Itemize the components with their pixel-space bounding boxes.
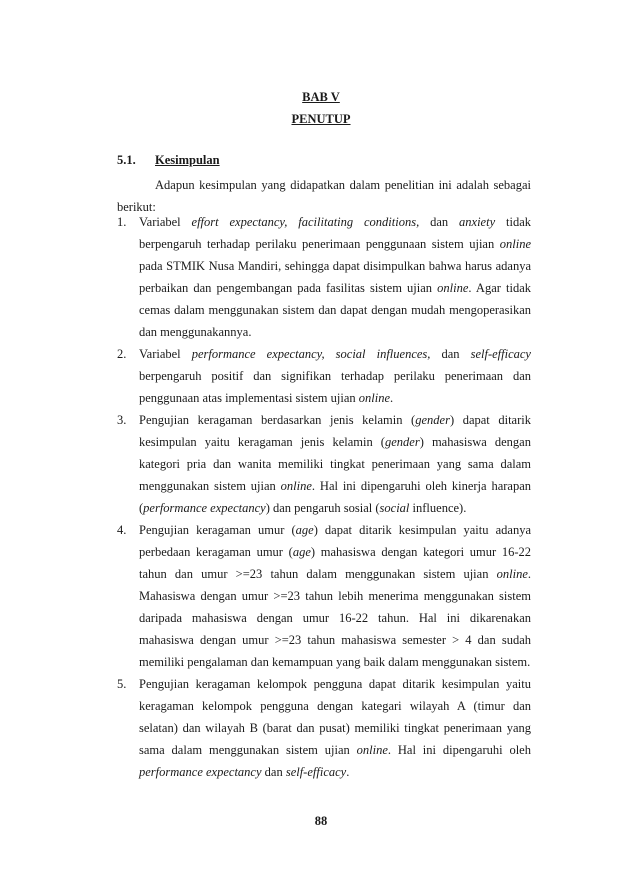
item-text: Variabel (139, 215, 192, 229)
item-emphasis: online (280, 479, 312, 493)
intro-paragraph: Adapun kesimpulan yang didapatkan dalam penelitian ini adalah sebagai berikut: (117, 178, 531, 214)
item-text: dan (261, 765, 286, 779)
item-text: . Hal ini dipengaruhi oleh kinerja harapan ( (139, 479, 531, 515)
item-emphasis: online (356, 743, 388, 757)
item-emphasis: age (292, 545, 311, 559)
item-emphasis: self-efficacy (470, 347, 531, 361)
list-item (117, 211, 531, 343)
list-item-number: 5. (117, 677, 127, 691)
item-text: . (390, 391, 394, 405)
item-text: ) mahasiswa dengan kategori umur 16-22 tahun dan umur >=23 tahun dalam menggunakan sistem ujian (139, 545, 532, 581)
item-text: ) dapat ditarik kesimpulan yaitu adanya perbedaan keragaman umur ( (139, 523, 531, 559)
list-item (117, 673, 531, 783)
section-heading (117, 153, 220, 168)
item-emphasis: performance expectancy (143, 501, 266, 515)
list-item (117, 343, 531, 409)
item-text: dan (430, 347, 471, 361)
item-text: Pengujian keragaman berdasarkan jenis kelamin ( (139, 413, 416, 427)
list-item (117, 409, 531, 519)
item-emphasis: anxiety (459, 215, 496, 229)
item-text: dan (419, 215, 460, 229)
chapter-title: PENUTUP (291, 112, 351, 126)
item-text: tidak berpengaruh terhadap perilaku penerimaan penggunaan sistem ujian (139, 215, 531, 251)
item-emphasis: performance expectancy, social influences, (191, 347, 431, 361)
item-emphasis: effort expectancy, facilitating conditions, (191, 215, 420, 229)
item-text: Pengujian keragaman kelompok pengguna dapat ditarik kesimpulan yaitu keragaman kelompok pengguna dengan kategari wilayah A (timur dan selatan) dan wilayah B (barat dan pusat) memiliki tingkat penerimaan yang sama dalam menggunakan sistem ujian (139, 677, 531, 757)
item-emphasis: online (437, 281, 469, 295)
item-text: influence). (409, 501, 467, 515)
item-text: Pengujian keragaman umur ( (139, 523, 296, 537)
item-emphasis: gender (384, 435, 420, 449)
item-text: . Hal ini dipengaruhi oleh (387, 743, 531, 757)
list-item-number: 3. (117, 413, 127, 427)
item-text: berpengaruh positif dan signifikan terhadap perilaku penerimaan dan penggunaan atas implementasi sistem ujian (139, 369, 531, 405)
conclusion-list (117, 211, 531, 783)
item-emphasis: social (379, 501, 410, 515)
page-number: 88 (314, 814, 328, 828)
item-emphasis: self-efficacy (285, 765, 347, 779)
item-text: ) dan pengaruh sosial ( (265, 501, 380, 515)
item-emphasis: performance expectancy (139, 765, 262, 779)
section-title: Kesimpulan (155, 153, 220, 167)
item-emphasis: age (295, 523, 314, 537)
item-text: . (346, 765, 350, 779)
item-text: pada STMIK Nusa Mandiri, sehingga dapat disimpulkan bahwa harus adanya perbaikan dan pengembangan pada fasilitas sistem ujian (139, 259, 531, 295)
item-text: . Agar tidak cemas dalam menggunakan sistem dan dapat dengan mudah mengoperasikan dan menggunakannya. (139, 281, 531, 339)
list-item (117, 519, 531, 673)
item-text: ) mahasiswa dengan kategori pria dan wanita memiliki tingkat penerimaan yang sama dalam menggunakan sistem ujian (139, 435, 531, 493)
list-item-number: 1. (117, 215, 127, 229)
list-item-number: 4. (117, 523, 127, 537)
chapter-number: BAB V (302, 90, 340, 104)
item-emphasis: online (496, 567, 528, 581)
item-emphasis: gender (415, 413, 450, 427)
item-text: . Mahasiswa dengan umur >=23 tahun lebih menerima menggunakan sistem daripada mahasiswa dengan umur 16-22 tahun. Hal ini dikarenakan mahasiswa dengan umur >=23 tahun mahasiswa semester > 4 dan sudah memiliki pengalaman dan kemampuan yang baik dalam menggunakan sistem. (139, 567, 531, 669)
section-number: 5.1. (117, 153, 136, 167)
item-emphasis: online (499, 237, 531, 251)
item-emphasis: online (358, 391, 390, 405)
item-text: ) dapat ditarik kesimpulan yaitu keragaman jenis kelamin ( (139, 413, 531, 449)
list-item-number: 2. (117, 347, 127, 361)
item-text: Variabel (139, 347, 192, 361)
